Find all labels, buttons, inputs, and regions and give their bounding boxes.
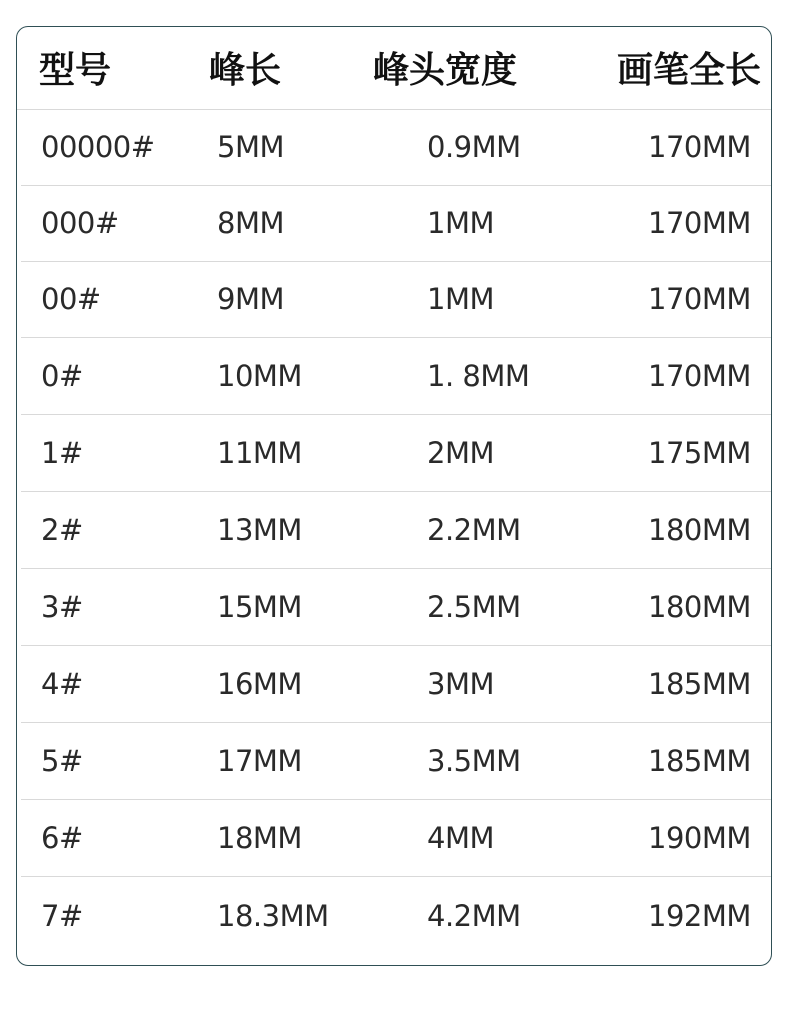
table-row [21,723,771,800]
cell-total-length: 190MM [648,821,751,855]
cell-tip-length: 9MM [217,282,284,316]
table-row [21,338,771,415]
cell-tip-width: 2MM [427,436,494,470]
cell-model: 1# [41,436,83,470]
cell-tip-length: 10MM [217,359,302,393]
cell-model: 7# [41,899,83,933]
table-row [21,569,771,646]
cell-model: 2# [41,513,83,547]
cell-tip-length: 18.3MM [217,899,329,933]
table-row [21,646,771,723]
cell-model: 00# [41,282,101,316]
cell-model: 4# [41,667,83,701]
table-row [21,109,771,186]
cell-tip-width: 0.9MM [427,130,521,164]
cell-tip-width: 4.2MM [427,899,521,933]
cell-model: 5# [41,744,83,778]
cell-total-length: 170MM [648,282,751,316]
table-row [21,415,771,492]
cell-total-length: 170MM [648,206,751,240]
cell-tip-width: 1. 8MM [427,359,530,393]
cell-tip-length: 18MM [217,821,302,855]
header-total-length: 画笔全长 [617,50,762,91]
cell-tip-width: 1MM [427,282,494,316]
table-row [21,878,771,954]
cell-total-length: 180MM [648,590,751,624]
header-model: 型号 [39,50,112,91]
cell-total-length: 170MM [648,130,751,164]
table-header [17,27,771,110]
cell-model: 000# [41,206,119,240]
header-tip-width: 峰头宽度 [373,50,518,91]
cell-model: 6# [41,821,83,855]
cell-tip-length: 16MM [217,667,302,701]
cell-total-length: 170MM [648,359,751,393]
cell-tip-width: 3.5MM [427,744,521,778]
header-tip-length: 峰长 [209,50,282,91]
cell-model: 3# [41,590,83,624]
spec-table [16,26,772,966]
cell-tip-length: 15MM [217,590,302,624]
cell-tip-width: 2.5MM [427,590,521,624]
cell-model: 0# [41,359,83,393]
cell-tip-width: 4MM [427,821,494,855]
cell-total-length: 185MM [648,744,751,778]
cell-total-length: 175MM [648,436,751,470]
table-row [21,261,771,338]
cell-total-length: 185MM [648,667,751,701]
cell-tip-width: 2.2MM [427,513,521,547]
cell-tip-width: 1MM [427,206,494,240]
cell-tip-length: 5MM [217,130,284,164]
table-row [21,492,771,569]
cell-tip-length: 13MM [217,513,302,547]
table-row [21,800,771,877]
cell-tip-width: 3MM [427,667,494,701]
cell-total-length: 192MM [648,899,751,933]
cell-tip-length: 11MM [217,436,302,470]
table-row [21,185,771,262]
cell-model: 00000# [41,130,155,164]
cell-tip-length: 17MM [217,744,302,778]
cell-tip-length: 8MM [217,206,284,240]
cell-total-length: 180MM [648,513,751,547]
